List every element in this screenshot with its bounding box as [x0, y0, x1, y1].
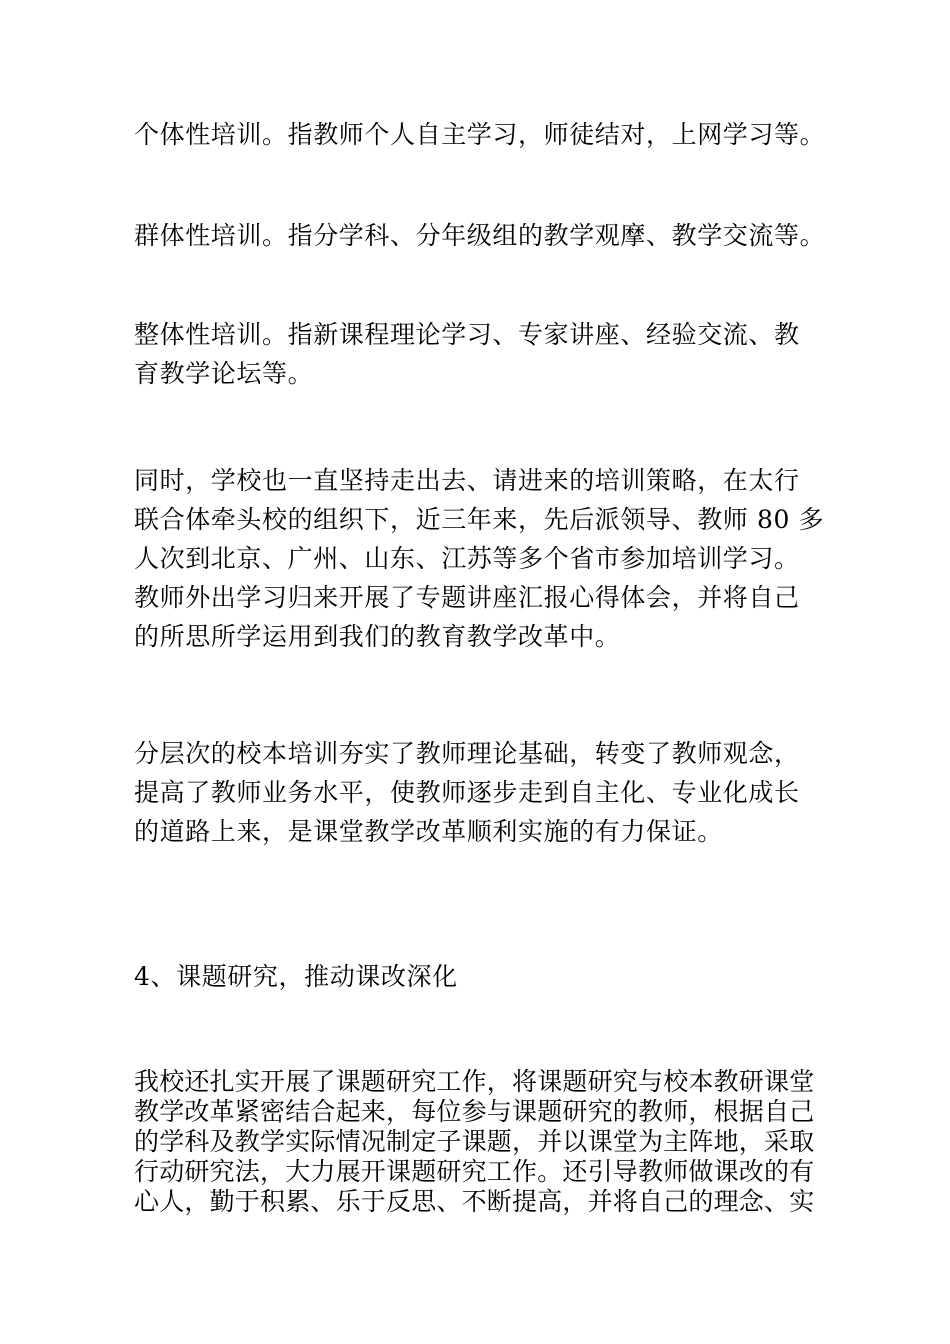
paragraph-training-summary [134, 734, 834, 851]
text-line: 我校还扎实开展了课题研究工作，将课题研究与校本教研课堂 [134, 1067, 815, 1096]
text-line: 行动研究法，大力展开课题研究工作。还引导教师做课改的有 [134, 1157, 815, 1186]
text-line: 的所思所学运用到我们的教育教学改革中。 [134, 622, 621, 651]
paragraph-individual-training [134, 115, 834, 154]
text-line: 提高了教师业务水平，使教师逐步走到自主化、专业化成长 [134, 778, 800, 807]
text-line: 分层次的校本培训夯实了教师理论基础，转变了教师观念， [134, 739, 800, 768]
paragraph-group-training [134, 216, 834, 255]
paragraph-external-training [134, 461, 834, 656]
text-line: 群体性培训。指分学科、分年级组的教学观摩、教学交流等。 [134, 221, 826, 250]
text-line: 教学改革紧密结合起来，每位参与课题研究的教师，根据自己 [134, 1097, 815, 1126]
text-line: 心人，勤于积累、乐于反思、不断提高，并将自己的理念、实 [134, 1187, 815, 1216]
text-line: 个体性培训。指教师个人自主学习，师徒结对，上网学习等。 [134, 120, 826, 149]
text-line: 的学科及教学实际情况制定子课题，并以课堂为主阵地，采取 [134, 1127, 815, 1156]
heading-text: 4、课题研究，推动课改深化 [134, 962, 458, 991]
text-line: 育教学论坛等。 [134, 359, 314, 388]
paragraph-overall-training [134, 315, 834, 393]
text-line: 同时，学校也一直坚持走出去、请进来的培训策略，在太行 [134, 466, 800, 495]
text-line: 的道路上来，是课堂教学改革顺利实施的有力保证。 [134, 817, 723, 846]
text-line: 联合体牵头校的组织下，近三年来，先后派领导、教师 80 多 [134, 505, 825, 534]
text-line: 人次到北京、广州、山东、江苏等多个省市参加培训学习。 [134, 544, 800, 573]
section-heading-research [134, 957, 834, 996]
paragraph-research-work [134, 1067, 834, 1217]
text-line: 整体性培训。指新课程理论学习、专家讲座、经验交流、教 [134, 320, 800, 349]
text-line: 教师外出学习归来开展了专题讲座汇报心得体会，并将自己 [134, 583, 800, 612]
